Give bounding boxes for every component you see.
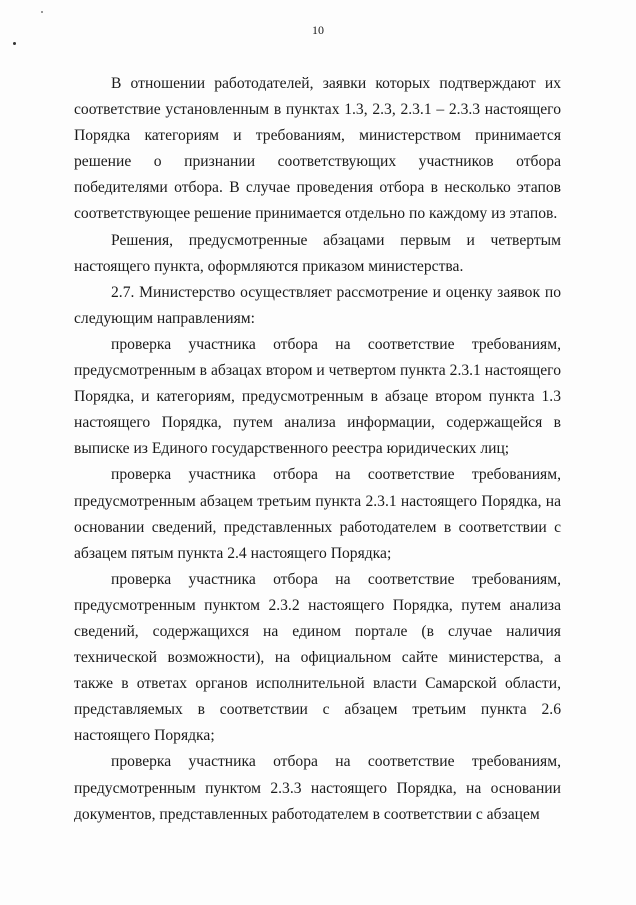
page-number: 10 <box>312 23 324 37</box>
paragraph: проверка участника отбора на соответствие требованиям, предусмотренным абзацем третьим пункта 2.3.1 настоящего Порядка, на основании сведений, представленных работодателем в соответствии с абзацем пятым пункта 2.4 настоящего Порядка; <box>74 466 561 562</box>
document-body <box>74 71 561 828</box>
paragraph: проверка участника отбора на соответствие требованиям, предусмотренным пунктом 2.3.3 настоящего Порядка, на основании документов, представленных работодателем в соответствии с абзацем <box>74 753 561 823</box>
paragraph: В отношении работодателей, заявки которых подтверждают их соответствие установленным в пунктах 1.3, 2.3, 2.3.1 – 2.3.3 настоящего Порядка категориям и требованиям, министерством принимается решение о признании соответствующих участников отбора победителями отбора. В случае проведения отбора в несколько этапов соответствующее решение принимается отдельно по каждому из этапов. <box>74 75 561 223</box>
scan-speck <box>13 42 16 45</box>
paragraph: 2.7. Министерство осуществляет рассмотрение и оценку заявок по следующим направлениям: <box>74 283 561 327</box>
paragraph: Решения, предусмотренные абзацами первым и четвертым настоящего пункта, оформляются приказом министерства. <box>74 231 561 275</box>
scan-speck <box>41 11 43 13</box>
paragraph: проверка участника отбора на соответствие требованиям, предусмотренным в абзацах втором и четвертом пункта 2.3.1 настоящего Порядка, и категориям, предусмотренным в абзаце втором пункта 1.3 настоящего Порядка, путем анализа информации, содержащейся в выписке из Единого государственного реестра юридических лиц; <box>74 335 561 458</box>
paragraph: проверка участника отбора на соответствие требованиям, предусмотренным пунктом 2.3.2 настоящего Порядка, путем анализа сведений, содержащихся на едином портале (в случае наличия технической возможности), на официальном сайте министерства, а также в ответах органов исполнительной власти Самарской области, представляемых в соответствии с абзацем третьим пункта 2.6 настоящего Порядка; <box>74 570 561 745</box>
